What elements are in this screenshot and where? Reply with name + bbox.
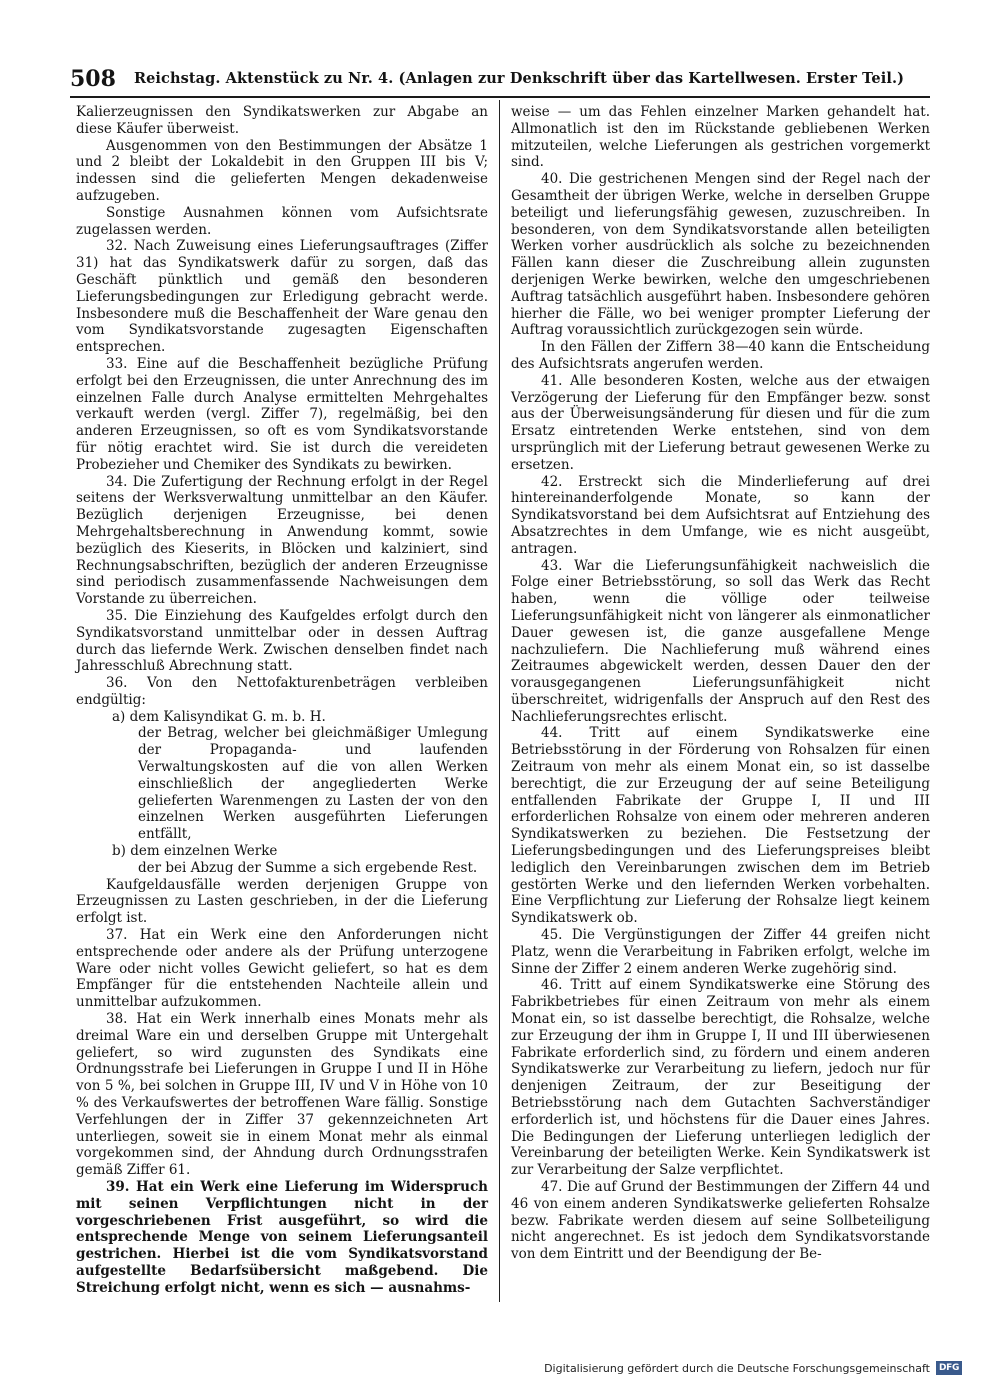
right-column-paragraph: weise — um das Fehlen einzelner Marken gehandelt hat. Allmonatlich ist den im Rückstande gebliebenen Werken mitzuteilen, welche Lieferungen als gestrichen vorgemerkt sind. [511,104,930,171]
left-column-paragraph: Kalierzeugnissen den Syndikatswerken zur Abgabe an diese Käufer überweist. [76,104,488,137]
left-column-paragraph: 33. Eine auf die Beschaffenheit bezügliche Prüfung erfolgt bei den Erzeugnissen, die unter Anrechnung des im einzelnen Falle durch Analyse ermittelten Mehrgehaltes verkauft werden (vergl. Ziffer 7), regelmäßig, bei den anderen Erzeugnissen, so oft es vom Syndikatsvorstande für nötig erachtet wird. Sie ist durch die vereideten Probezieher und Chemiker des Syndikats zu bewirken. [76,355,488,473]
left-column-paragraph: der bei Abzug der Summe a sich ergebende Rest. [138,859,478,876]
column-divider [499,100,500,1302]
right-column-paragraph: 42. Erstreckt sich die Minderlieferung auf drei hintereinanderfolgende Monate, so kann der Syndikatsvorstand bei dem Aufsichtsrat auf Entziehung des Absatzrechtes in dem Umfange, wie es nicht ausgeübt, antragen. [511,473,930,557]
right-column-paragraph: 44. Tritt auf einem Syndikatswerke eine Betriebsstörung in der Förderung von Rohsalzen für einen Zeitraum von mehr als einem Monat ein, so ist dasselbe berechtigt, die zur Erzeugung der auf seine Beteiligung entfallenden Fabrikate der Gruppe I, II und III erforderlichen Rohsalze von einem oder mehreren anderen Syndikatswerken zu beziehen. Die Festsetzung der Lieferungsbedingungen und des Lieferungspreises bleibt lediglich den Vereinbarungen zwischen dem im Betrieb gestörten Werke und den liefernden Werken vorbehalten. Eine Verpflichtung zur Lieferung der Rohsalze liegt keinem Syndikatswerk ob. [511,725,930,927]
left-column-paragraph: 32. Nach Zuweisung eines Lieferungsauftrages (Ziffer 31) hat das Syndikatswerk dafür zu sorgen, daß das Geschäft pünktlich und gemäß den besonderen Lieferungsbedingungen zur Erledigung gebracht werde. Insbesondere muß die Beschaffenheit der Ware genau den vom Syndikatsvorstande zugesagten Eigenschaften entsprechen. [76,238,488,356]
left-column-paragraph: der Betrag, welcher bei gleichmäßiger Umlegung der Propaganda- und laufenden Verwaltungskosten auf die von allen Werken einschließlich der angegliederten Werke gelieferten Warenmengen zu Lasten der von den einzelnen Werken ausgeführten Lieferungen entfällt, [138,725,488,843]
right-column-paragraph: 43. War die Lieferungsunfähigkeit nachweislich die Folge einer Betriebsstörung, so soll das Werk das Recht haben, wenn die völlige oder teilweise Lieferungsunfähigkeit nicht von längerer als einmonatlicher Dauer gewesen ist, die ganze ausgefallene Menge nachzuliefern. Die Nachlieferung muß während eines Zeitraumes abgewickelt werden, dessen Dauer den der vorausgegangenen Lieferungsunfähigkeit nicht überschreitet, widrigenfalls der Anspruch auf den Rest des Nachlieferungsrechtes erlischt. [511,557,930,725]
right-column-paragraph: In den Fällen der Ziffern 38—40 kann die Entscheidung des Aufsichtsrats angerufen werden. [511,339,930,372]
running-title: Reichstag. Aktenstück zu Nr. 4. (Anlagen zur Denkschrift über das Kartellwesen. Erster Teil.) [133,70,905,87]
right-column-paragraph: 47. Die auf Grund der Bestimmungen der Ziffern 44 und 46 von einem anderen Syndikatswerke gelieferten Rohsalze bezw. Fabrikate werden diesem auf seine Sollbeteiligung nicht angerechnet. Es ist jedoch dem Syndikatsvorstande von dem Eintritt und der Beendigung der Be- [511,1179,930,1263]
header-rule [70,96,930,98]
digitization-credit [544,1358,962,1378]
page-header [70,60,930,94]
left-column-paragraph: 36. Von den Nettofakturenbeträgen verbleiben endgültig: [76,675,488,708]
left-column-paragraph: 38. Hat ein Werk innerhalb eines Monats mehr als dreimal Ware ein und derselben Gruppe mit Untergehalt geliefert, so wird zugunsten des Syndikats eine Ordnungsstrafe bei Lieferungen in Gruppe I und II in Höhe von 5 %, bei solchen in Gruppe III, IV und V in Höhe von 10 % des Verkaufswertes der betroffenen Ware fällig. Sonstige Verfehlungen der in Ziffer 37 gekennzeichneten Art unterliegen, soweit sie in einem Monat mehr als einmal vorgekommen sind, der Ahndung durch Ordnungsstrafen gemäß Ziffer 61. [76,1011,488,1179]
right-column-paragraph: 40. Die gestrichenen Mengen sind der Regel nach der Gesamtheit der übrigen Werke, welche in derselben Gruppe beteiligt und lieferungsfähig gewesen, zuzuschreiben. In besonderen, von dem Syndikatsvorstande allen beteiligten Werken vorher ausdrücklich als solche zu bezeichnenden Fällen kann dieser die Zuschreibung allein zugunsten derjenigen Werke bewirken, welche den umgeschriebenen Auftrag tatsächlich ausgeführt haben. Insbesondere gehören hierher die Fälle, wo bei weniger prompter Lieferung der Auftrag voraussichtlich zurückgezogen sein würde. [511,171,930,339]
right-column [511,104,930,1263]
left-column-paragraph: 37. Hat ein Werk eine den Anforderungen nicht entsprechende oder andere als der Prüfung unterzogene Ware oder nicht volles Gewicht geliefert, so hat es dem Empfänger für die entstehenden Nachteile allein und unmittelbar aufzukommen. [76,927,488,1011]
left-column-paragraph: 35. Die Einziehung des Kaufgeldes erfolgt durch den Syndikatsvorstand unmittelbar oder in dessen Auftrag durch das liefernde Werk. Zwischen denselben findet nach Jahresschluß Abrechnung statt. [76,607,488,675]
right-column-paragraph: 45. Die Vergünstigungen der Ziffer 44 greifen nicht Platz, wenn die Verarbeitung in Fabriken erfolgt, welche im Sinne der Ziffer 2 einem anderen Werke zugehörig sind. [511,927,930,977]
left-column-paragraph: Ausgenommen von den Bestimmungen der Absätze 1 und 2 bleibt der Lokaldebit in den Gruppen III bis V; indessen sind die gelieferten Mengen dekadenweise aufzugeben. [76,137,488,204]
left-column-paragraph: Sonstige Ausnahmen können vom Aufsichtsrate zugelassen werden. [76,204,488,238]
credit-text: Digitalisierung gefördert durch die Deutsche Forschungsgemeinschaft [544,1361,930,1375]
left-column-paragraph: 39. Hat ein Werk eine Lieferung im Widerspruch mit seinen Verpflichtungen nicht in der vorgeschriebenen Frist ausgeführt, so wird die entsprechende Menge von seinem Lieferungsanteil gestrichen. Hierbei ist die vom Syndikatsvorstand aufgestellte Bedarfsübersicht maßgebend. Die Streichung erfolgt nicht, wenn es sich — ausnahms- [76,1179,488,1296]
left-column-paragraph: b) dem einzelnen Werke [112,843,278,860]
left-column-paragraph: a) dem Kalisyndikat G. m. b. H. [112,708,326,725]
dfg-logo: DFG [936,1361,962,1375]
right-column-paragraph: 46. Tritt auf einem Syndikatswerke eine Störung des Fabrikbetriebes für einen Zeitraum von mehr als einem Monat ein, so ist dasselbe berechtigt, die Rohsalze, welche zur Erzeugung der ihm in Gruppe I, II und III überwiesenen Fabrikate erforderlich sind, zu fördern und einem anderen Syndikatswerke zur Verarbeitung zu liefern, jedoch nur für denjenigen Zeitraum, der zur Beseitigung der Betriebsstörung nach dem Gutachten Sachverständiger erforderlich ist, und höchstens für die Dauer eines Jahres. Die Bedingungen der Lieferung unterliegen lediglich der Vereinbarung der beteiligten Werke. Kein Syndikatswerk ist zur Verarbeitung der Salze verpflichtet. [511,977,930,1179]
page-number: 508 [70,66,116,92]
left-column-paragraph: Kaufgeldausfälle werden derjenigen Gruppe von Erzeugnissen zu Lasten geschrieben, in der die Lieferung erfolgt ist. [76,876,488,927]
right-column-paragraph: 41. Alle besonderen Kosten, welche aus der etwaigen Verzögerung der Lieferung für den Empfänger bezw. sonst aus der Überweisungsänderung für diesen und für die zum Ersatz eintretenden Werke entstehen, sind von dem ursprünglich mit der Lieferung betraut gewesenen Werke zu ersetzen. [511,372,930,473]
left-column-paragraph: 34. Die Zufertigung der Rechnung erfolgt in der Regel seitens der Werksverwaltung unmittelbar an den Käufer. Bezüglich derjenigen Erzeugnisse, bei denen Mehrgehaltsberechnung in Anwendung kommt, sowie bezüglich des Kieserits, in Blöcken und kalziniert, sind Rechnungsabschriften, bezüglich der anderen Erzeugnisse sind periodisch zusammenfassende Nachweisungen dem Vorstande zu überreichen. [76,473,488,608]
left-column [76,104,488,1297]
